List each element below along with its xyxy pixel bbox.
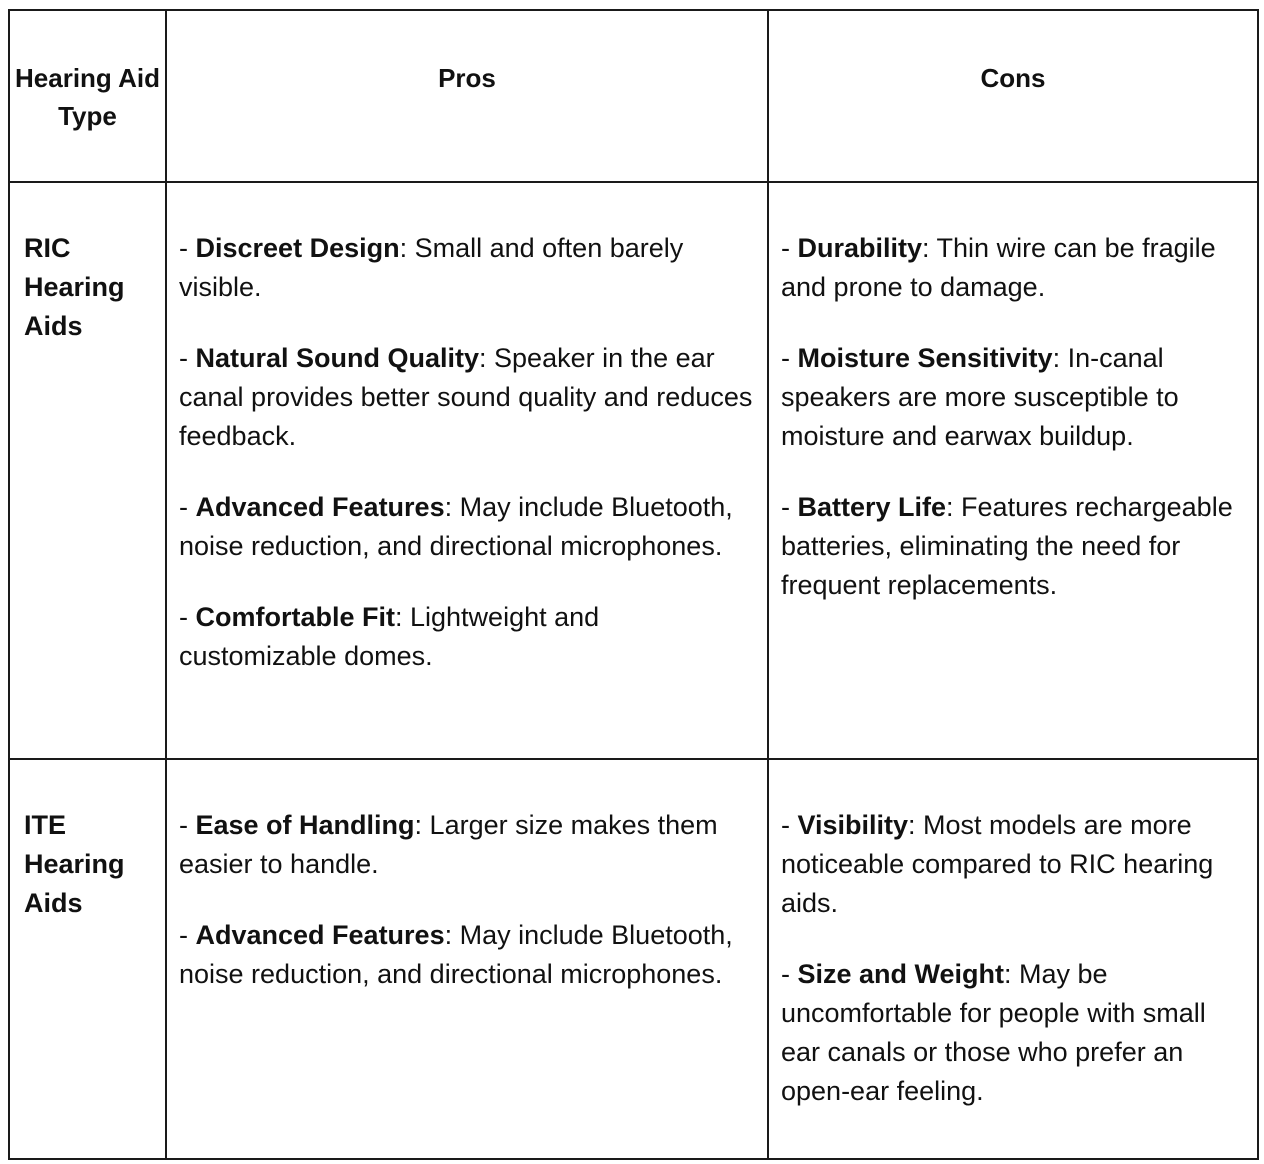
type-label: ITE Hearing Aids [24, 810, 125, 918]
header-type-label: Hearing Aid Type [15, 63, 160, 131]
pro-item: - Advanced Features: May include Bluetooth, noise reduction, and directional microphones. [179, 920, 733, 989]
type-label: RIC Hearing Aids [24, 233, 125, 341]
pro-item: - Advanced Features: May include Bluetooth, noise reduction, and directional microphones. [179, 492, 733, 561]
con-item: - Moisture Sensitivity: In-canal speakers are more susceptible to moisture and earwax buildup. [781, 343, 1179, 451]
pro-term: Discreet Design [195, 233, 400, 263]
header-cons-label: Cons [980, 63, 1046, 93]
con-term: Visibility [797, 810, 909, 840]
header-cons [768, 10, 1258, 182]
cons-cell [768, 182, 1258, 759]
header-pros-label: Pros [438, 63, 496, 93]
pro-item: - Natural Sound Quality: Speaker in the ear canal provides better sound quality and reduces feedback. [179, 343, 753, 451]
pros-cell [166, 182, 768, 759]
header-hearing-aid-type [9, 10, 166, 182]
type-cell [9, 759, 166, 1159]
pro-term: Advanced Features [195, 920, 445, 950]
con-term: Moisture Sensitivity [797, 343, 1053, 373]
con-term: Battery Life [797, 492, 947, 522]
con-item: - Visibility: Most models are more noticeable compared to RIC hearing aids. [781, 810, 1214, 918]
hearing-aid-comparison-table [8, 9, 1259, 1160]
header-pros [166, 10, 768, 182]
table-row [9, 759, 1258, 1159]
con-item: - Size and Weight: May be uncomfortable for people with small ear canals or those who prefer an open-ear feeling. [781, 959, 1206, 1106]
con-term: Durability [797, 233, 923, 263]
con-term: Size and Weight [797, 959, 1005, 989]
type-cell [9, 182, 166, 759]
con-item: - Battery Life: Features rechargeable batteries, eliminating the need for frequent replacements. [781, 492, 1233, 600]
pro-term: Natural Sound Quality [195, 343, 480, 373]
pro-item: - Comfortable Fit: Lightweight and customizable domes. [179, 602, 600, 671]
pro-term: Ease of Handling [195, 810, 415, 840]
table-row [9, 182, 1258, 759]
pro-item: - Ease of Handling: Larger size makes them easier to handle. [179, 810, 718, 879]
pros-cell [166, 759, 768, 1159]
pro-term: Comfortable Fit [195, 602, 395, 632]
pro-term: Advanced Features [195, 492, 445, 522]
pro-item: - Discreet Design: Small and often barely visible. [179, 233, 684, 302]
header-row [9, 10, 1258, 182]
con-item: - Durability: Thin wire can be fragile and prone to damage. [781, 233, 1216, 302]
cons-cell [768, 759, 1258, 1159]
